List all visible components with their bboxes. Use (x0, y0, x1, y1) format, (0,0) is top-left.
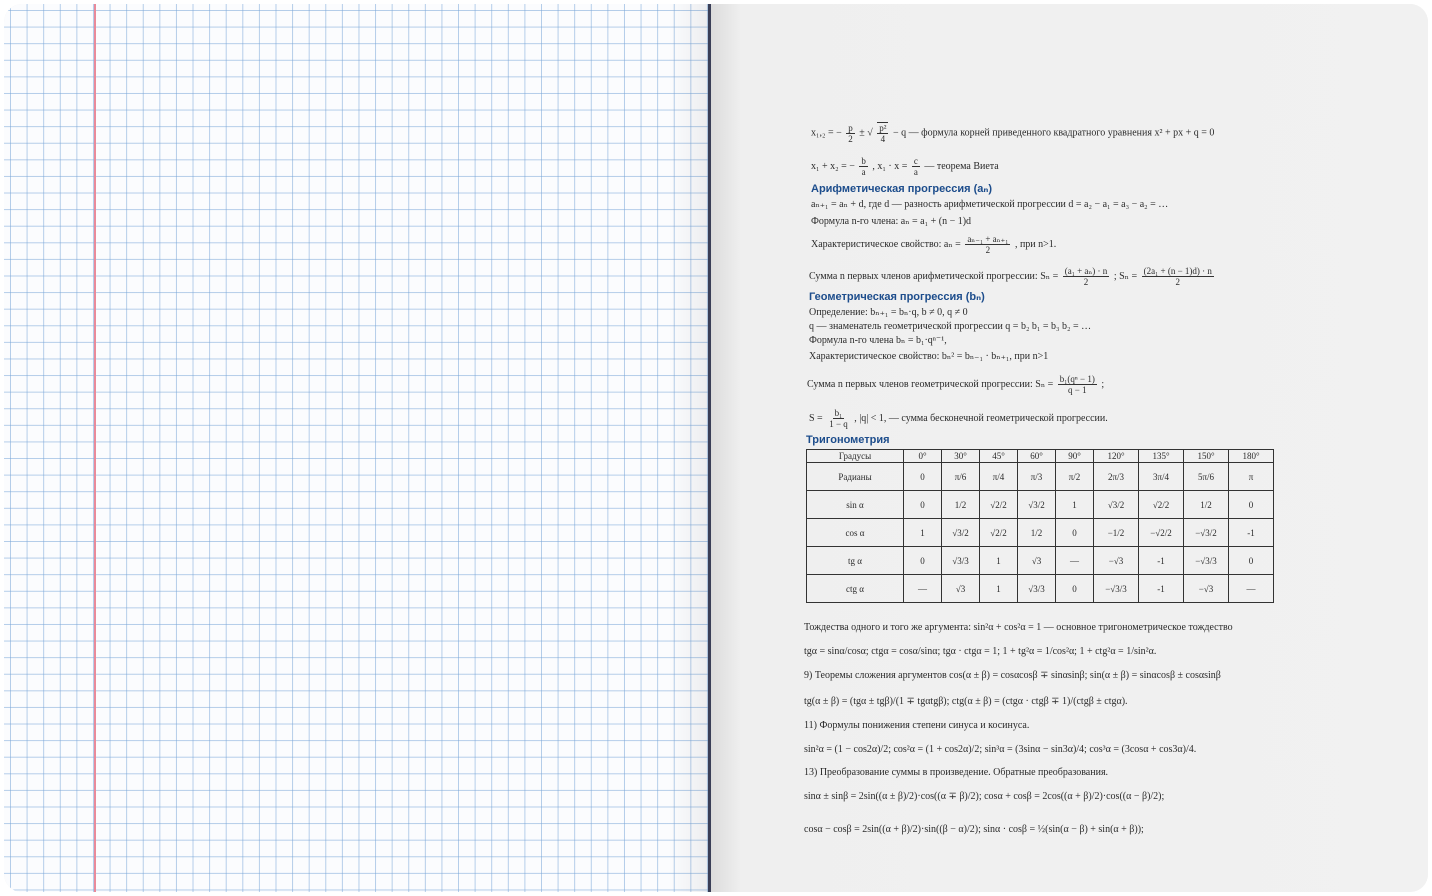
trig-cell: √2/2 (980, 519, 1018, 547)
trig-cell: √3 (1018, 547, 1056, 575)
arith-property: Характеристическое свойство: aₙ = $\frac{\text{aₙ₋₁ + aₙ₊₁}}{2}$ , при n>1. (811, 234, 1057, 255)
trig-cell: −√3/3 (1184, 547, 1229, 575)
graph-paper-page (4, 4, 708, 892)
trig-table-row (807, 463, 1274, 491)
trig-cell: 3π/4 (1139, 463, 1184, 491)
trig-cell: 120° (1094, 450, 1139, 463)
formula-page (711, 4, 1428, 892)
trig-cell: √2/2 (980, 491, 1018, 519)
trig-cell: 60° (1018, 450, 1056, 463)
trig-cell: √3/3 (1018, 575, 1056, 603)
trig-cell: 0 (1229, 491, 1274, 519)
trig-cell: π/6 (942, 463, 980, 491)
trig-cell: 5π/6 (1184, 463, 1229, 491)
trig-cell: √3 (942, 575, 980, 603)
trig-cell: 0 (904, 547, 942, 575)
trig-cell: 1 (980, 547, 1018, 575)
trig-cell: 0 (904, 491, 942, 519)
trig-cell: π/4 (980, 463, 1018, 491)
trig-row-label: Радианы (807, 463, 904, 491)
trig-addition-tg-ctg: tg(α ± β) = (tgα ± tgβ)/(1 ∓ tgαtgβ); ctg(α ± β) = (ctgα · ctgβ ∓ 1)/(ctgβ ± ctgα). (804, 696, 1128, 707)
trig-cell: 1/2 (942, 491, 980, 519)
trig-cell: 0 (1229, 547, 1274, 575)
trig-cell: 135° (1139, 450, 1184, 463)
trig-cell: −√2/2 (1139, 519, 1184, 547)
trig-cell: 1 (1056, 491, 1094, 519)
trig-cell: 45° (980, 450, 1018, 463)
trig-cell: 30° (942, 450, 980, 463)
trig-cell: −√3/3 (1094, 575, 1139, 603)
trig-cell: π/3 (1018, 463, 1056, 491)
trig-cell: −√3/2 (1184, 519, 1229, 547)
trig-cell: 0° (904, 450, 942, 463)
trig-cell: — (904, 575, 942, 603)
trig-cell: π/2 (1056, 463, 1094, 491)
trig-cell: 180° (1229, 450, 1274, 463)
trig-cell: 1 (980, 575, 1018, 603)
geom-heading: Геометрическая прогрессия (bₙ) (809, 291, 985, 303)
trig-row-label: Градусы (807, 450, 904, 463)
trig-addition-sin-cos: 9) Теоремы сложения аргументов cos(α ± β) = cosαcosβ ∓ sinαsinβ; sin(α ± β) = sinαcosβ ± cosαsinβ (804, 670, 1221, 681)
trig-cell: π (1229, 463, 1274, 491)
trig-cell: −√3 (1184, 575, 1229, 603)
notebook-spread (4, 4, 1428, 892)
sum-to-product-formulas-1: sinα ± sinβ = 2sin((α ± β)/2)·cos((α ∓ β)/2); cosα + cosβ = 2cos((α + β)/2)·cos((α − β)/2); (804, 791, 1165, 802)
trig-identity-basic: Тождества одного и того же аргумента: sin²α + cos²α = 1 — основное тригонометрическое тождество (804, 622, 1233, 633)
trig-cell: √3/2 (1094, 491, 1139, 519)
trig-row-label: sin α (807, 491, 904, 519)
trig-row-label: ctg α (807, 575, 904, 603)
geom-nth-term: Формула n-го члена bₙ = b₁·qⁿ⁻¹, (809, 335, 947, 346)
trig-table-row (807, 519, 1274, 547)
trig-cell: 2π/3 (1094, 463, 1139, 491)
trig-cell: √3/3 (942, 547, 980, 575)
trig-cell: 1/2 (1184, 491, 1229, 519)
trig-cell: 0 (1056, 575, 1094, 603)
margin-line (94, 4, 96, 892)
trig-cell: -1 (1139, 575, 1184, 603)
trig-cell: 90° (1056, 450, 1094, 463)
geom-sum: Сумма n первых членов геометрической прогрессии: Sₙ = $\frac{\text{b₁(qⁿ − 1)}}{q - 1}$ ; (807, 374, 1105, 395)
trig-identity-ratios: tgα = sinα/cosα; ctgα = cosα/sinα; tgα · ctgα = 1; 1 + tg²α = 1/cos²α; 1 + ctg²α = 1/sin²α. (804, 646, 1157, 657)
trig-table-row (807, 547, 1274, 575)
trig-heading: Тригонометрия (806, 434, 890, 446)
trig-cell: -1 (1229, 519, 1274, 547)
geom-property: Характеристическое свойство: bₙ² = bₙ₋₁ · bₙ₊₁, при n>1 (809, 351, 1049, 362)
trig-table-row (807, 575, 1274, 603)
sum-to-product-heading: 13) Преобразование суммы в произведение. Обратные преобразования. (804, 767, 1109, 778)
trig-cell: −1/2 (1094, 519, 1139, 547)
quadratic-formula: x₁,₂ = − $\frac{p}{2}$ ± √ $\frac{\text{p²}}{4}$ − q — формула корней приведенного квадратного уравнения x² + px + q = 0 (811, 122, 1215, 144)
trig-cell: 1 (904, 519, 942, 547)
trig-cell: 0 (1056, 519, 1094, 547)
trig-cell: −√3 (1094, 547, 1139, 575)
arith-sum: Сумма n первых членов арифметической прогрессии: Sₙ = $\frac{\text{(a₁ + aₙ) · n}}{2}$ ; Sₙ = $\frac{\text{(2a₁ + (n − 1)d) · n}}{2}$ (809, 266, 1212, 287)
trig-table (806, 449, 1274, 603)
trig-cell: — (1229, 575, 1274, 603)
trig-cell: √2/2 (1139, 491, 1184, 519)
trig-cell: √3/2 (942, 519, 980, 547)
geom-ratio: q — знаменатель геометрической прогрессии q = b₂ b₁ = b₃ b₂ = … (809, 321, 1092, 332)
trig-table-row (807, 491, 1274, 519)
sum-to-product-formulas-2: cosα − cosβ = 2sin((α + β)/2)·sin((β − α)/2); sinα · cosβ = ½(sin(α − β) + sin(α + β)); (804, 824, 1144, 835)
trig-cell: 1/2 (1018, 519, 1056, 547)
power-reduction-formulas: sin²α = (1 − cos2α)/2; cos²α = (1 + cos2α)/2; sin³α = (3sinα − sin3α)/4; cos³α = (3cosα + cos3α)/4. (804, 744, 1197, 755)
geom-definition: Определение: bₙ₊₁ = bₙ·q, b ≠ 0, q ≠ 0 (809, 307, 968, 318)
trig-cell: 0 (904, 463, 942, 491)
trig-row-label: tg α (807, 547, 904, 575)
trig-cell: √3/2 (1018, 491, 1056, 519)
trig-cell: -1 (1139, 547, 1184, 575)
trig-table-row (807, 450, 1274, 463)
geom-infinite-sum: S = $\frac{\text{b₁}}{1 - q}$ , |q| < 1, — сумма бесконечной геометрической прогрессии. (809, 408, 1108, 429)
vieta-theorem: x₁ + x₂ = − $\frac{b}{a}$ , x₁ · x = $\frac{c}{a}$ — теорема Виета (811, 156, 999, 177)
arith-heading: Арифметическая прогрессия (aₙ) (811, 183, 993, 195)
power-reduction-heading: 11) Формулы понижения степени синуса и косинуса. (804, 720, 1030, 731)
arith-nth-term: Формула n-го члена: aₙ = a₁ + (n − 1)d (811, 216, 972, 227)
trig-row-label: cos α (807, 519, 904, 547)
trig-cell: 150° (1184, 450, 1229, 463)
trig-cell: — (1056, 547, 1094, 575)
arith-definition: aₙ₊₁ = aₙ + d, где d — разность арифметической прогрессии d = a₂ − a₁ = a₃ − a₂ = … (811, 199, 1169, 210)
